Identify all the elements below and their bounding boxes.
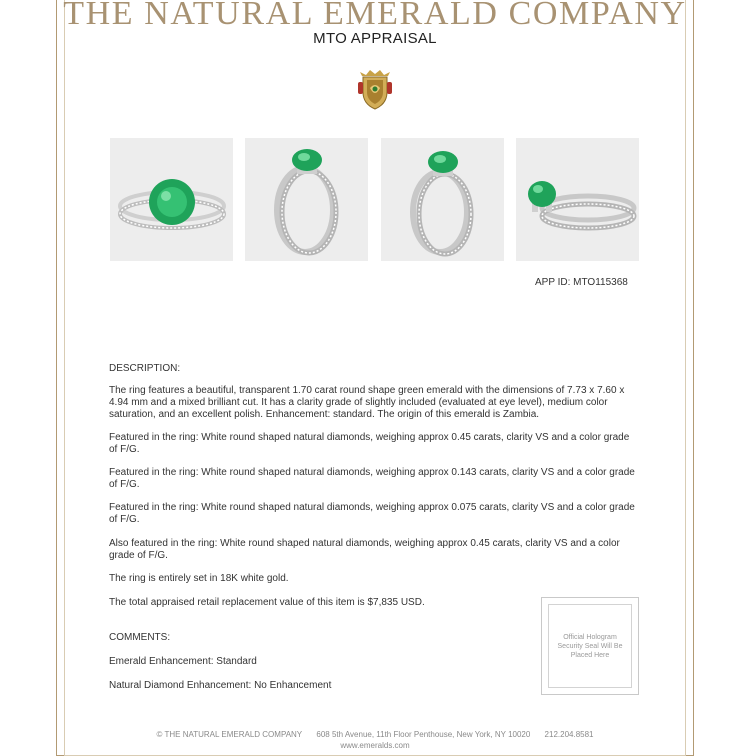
hologram-placeholder [541,597,639,695]
description-paragraph: The ring features a beautiful, transparent 1.70 carat round shape green emerald with the dimensions of 7.73 x 7.60 x 4.94 mm and a mixed brilliant cut. It has a clarity grade of slightly included (evaluated at eye level), medium color saturation, and an excellent polish. Enhancement: standard. The origin of this emerald is Zambia. [109,385,625,420]
footer-copyright: © THE NATURAL EMERALD COMPANY [156,730,303,739]
footer-website[interactable]: www.emeralds.com [340,741,410,750]
footer [0,729,750,751]
ring-photo-top-view [110,138,233,261]
description-paragraph: Also featured in the ring: White round shaped natural diamonds, weighing approx 0.45 carats, clarity VS and a color grade of F/G. [109,538,620,561]
description-paragraph: The ring is entirely set in 18K white gold. [109,573,289,584]
ring-photo-side-view [245,138,368,261]
ring-photo-angle-view [516,138,639,261]
appraised-value: The total appraised retail replacement value of this item is $7,835 USD. [109,597,425,608]
footer-phone: 212.204.8581 [544,730,594,739]
description-paragraph: Featured in the ring: White round shaped natural diamonds, weighing approx 0.143 carats, clarity VS and a color grade of F/G. [109,467,635,490]
company-name: THE NATURAL EMERALD COMPANY [63,0,687,32]
hologram-text: Official Hologram Security Seal Will Be Placed Here [557,633,623,659]
comments-label: COMMENTS: [109,632,171,643]
description-paragraph: Featured in the ring: White round shaped natural diamonds, weighing approx 0.075 carats, clarity VS and a color grade of F/G. [109,502,635,525]
company-crest-icon [356,68,394,110]
appraisal-id: APP ID: MTO115368 [535,277,628,288]
document-title: MTO APPRAISAL [313,30,437,47]
comment-line: Natural Diamond Enhancement: No Enhancement [109,680,332,691]
description-label: DESCRIPTION: [109,363,181,374]
description-paragraph: Featured in the ring: White round shaped natural diamonds, weighing approx 0.45 carats, clarity VS and a color grade of F/G. [109,432,630,455]
footer-address: 608 5th Avenue, 11th Floor Penthouse, New York, NY 10020 [316,730,531,739]
comment-line: Emerald Enhancement: Standard [109,656,257,667]
ring-photo-front-view [381,138,504,261]
